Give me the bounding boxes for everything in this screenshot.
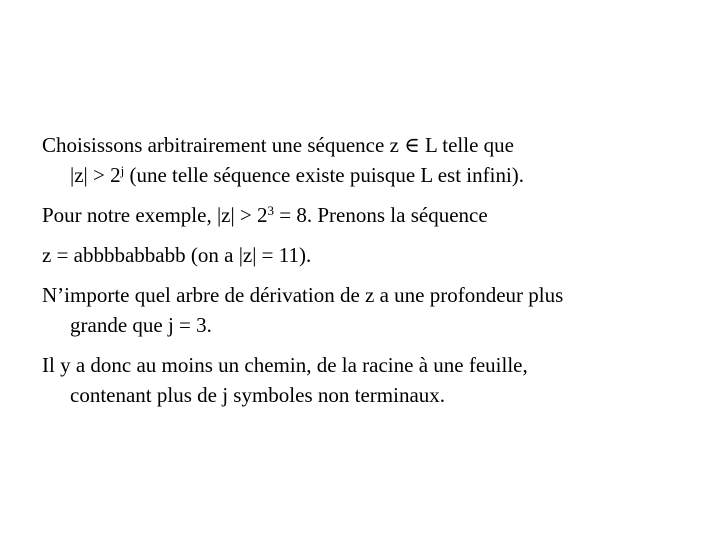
text-line: contenant plus de j symboles non terminaux. — [70, 383, 446, 407]
paragraph-sequence — [42, 240, 692, 270]
text-line: N’importe quel arbre de dérivation de z a une profondeur plus — [42, 283, 564, 307]
text-segment: Pour notre exemple, |z| > 2 — [42, 203, 268, 227]
text-segment: |z| > 2 — [70, 163, 121, 187]
paragraph-path — [42, 350, 692, 410]
paragraph-derivation-tree — [42, 280, 692, 340]
slide-body — [42, 130, 692, 420]
paragraph-choose-sequence — [42, 130, 692, 190]
text-line: Choisissons arbitrairement une séquence z ∈ L telle que — [42, 133, 514, 157]
text-line: Il y a donc au moins un chemin, de la racine à une feuille, — [42, 353, 528, 377]
text-segment: (une telle séquence existe puisque L est infini). — [124, 163, 525, 187]
paragraph-example — [42, 200, 692, 230]
superscript: 3 — [267, 203, 275, 218]
text-line: grande que j = 3. — [70, 313, 212, 337]
text-line: z = abbbbabbabb (on a |z| = 11). — [42, 243, 312, 267]
text-segment: = 8. Prenons la séquence — [274, 203, 488, 227]
superscript: j — [120, 163, 125, 178]
